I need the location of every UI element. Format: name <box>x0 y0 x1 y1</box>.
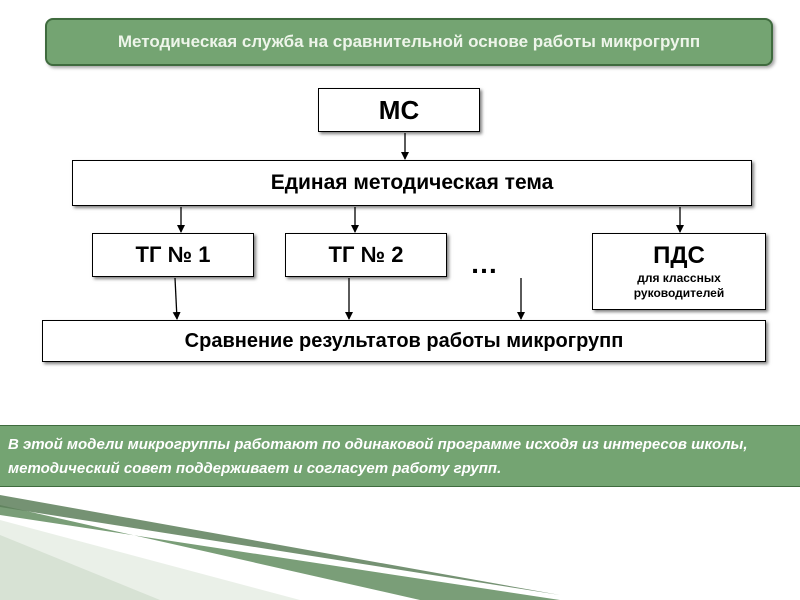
pds-title: ПДС <box>653 241 705 269</box>
slide-title: Методическая служба на сравнительной основе работы микрогрупп <box>117 32 701 51</box>
pds-subtitle-line2: руководителей <box>633 285 725 300</box>
comparison-label: Сравнение результатов работы микрогрупп <box>184 329 624 352</box>
tg2-label: ТГ № 2 <box>328 242 404 267</box>
note-text: В этой модели микрогруппы работают по одинаковой программе исходя из интересов школы, методический совет поддерживает и согласует работу групп. <box>8 436 748 477</box>
arrow-tg1-to-comparison <box>175 278 177 319</box>
unified-theme-label: Единая методическая тема <box>270 171 554 194</box>
more-groups-ellipsis: … <box>470 248 499 279</box>
ms-label: МС <box>378 94 420 125</box>
decorative-swoosh <box>0 495 560 600</box>
note-banner <box>0 425 800 487</box>
pds-subtitle-line1: для классных <box>637 270 721 285</box>
tg1-label: ТГ № 1 <box>135 242 211 267</box>
